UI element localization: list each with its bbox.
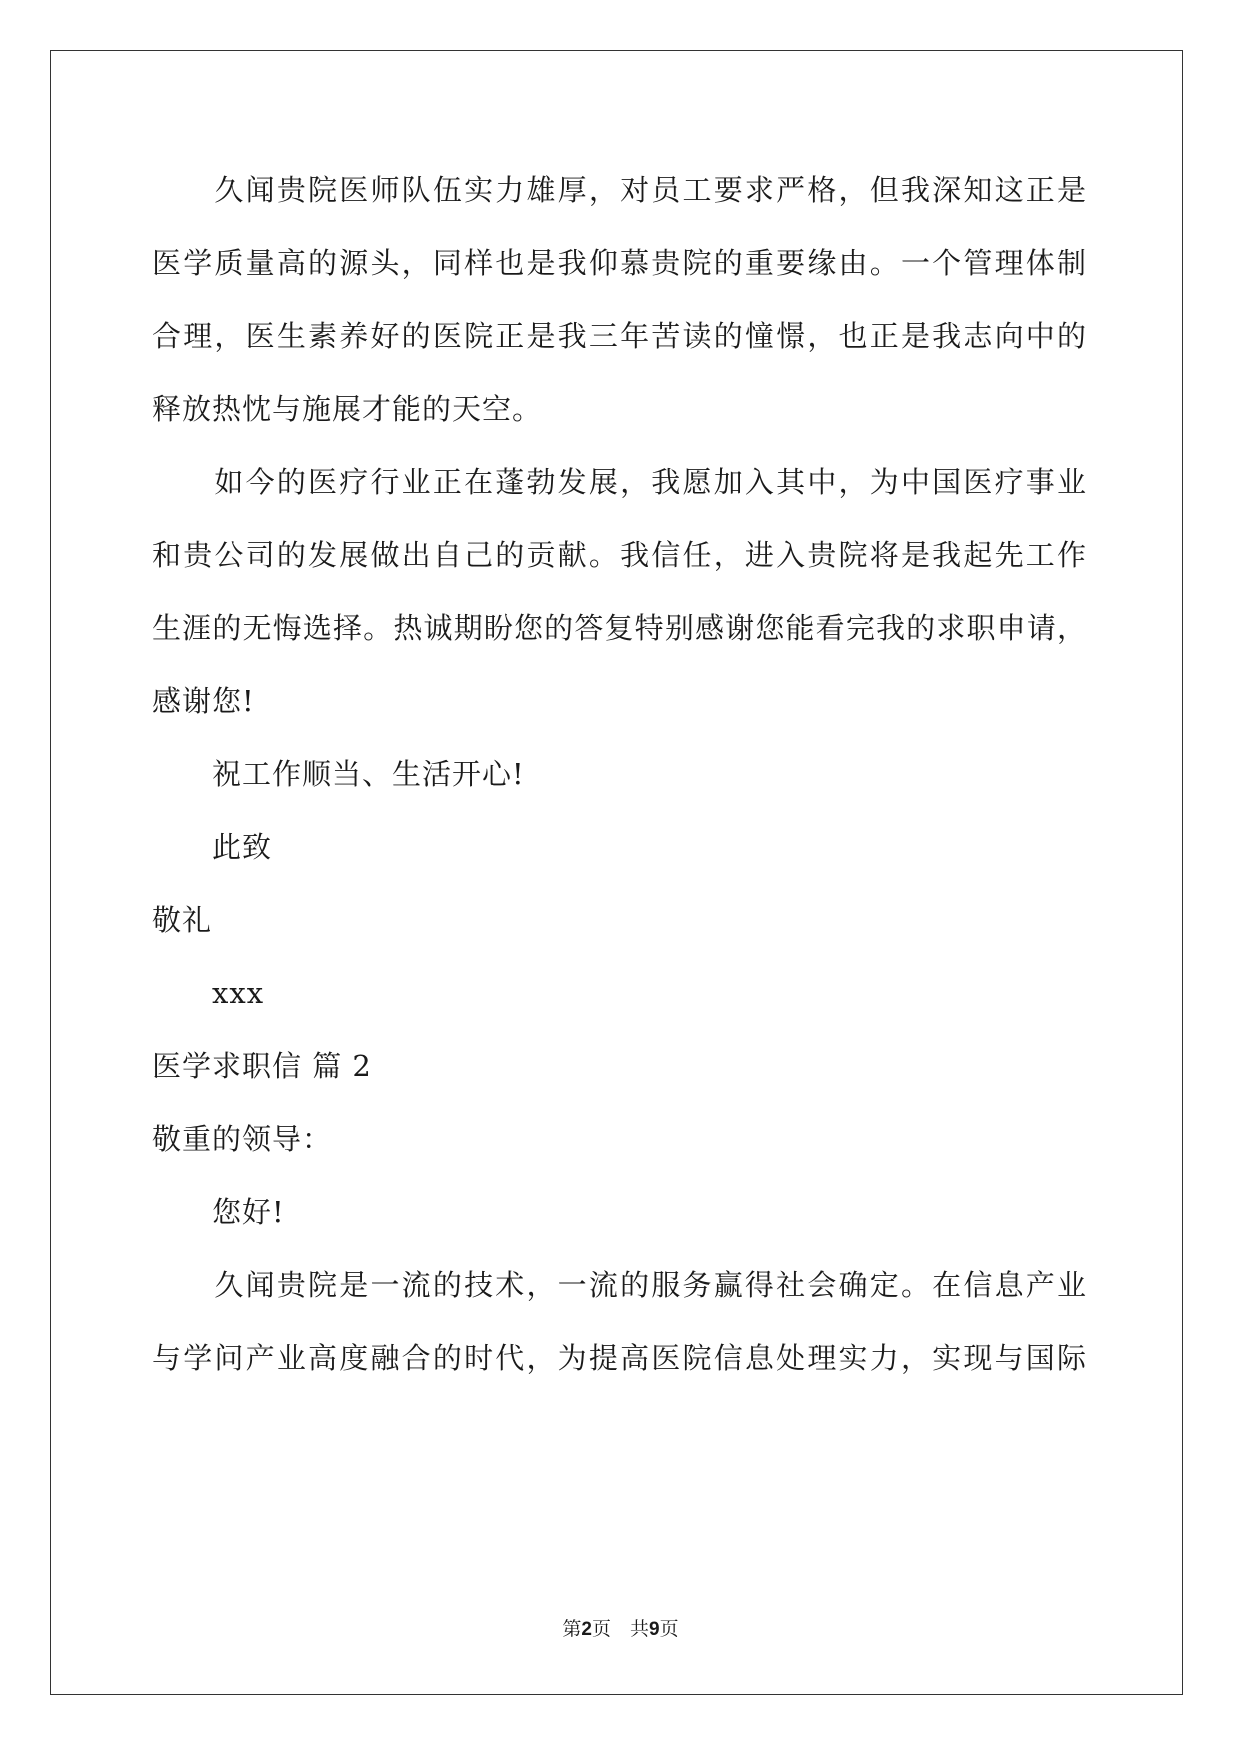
- text-line: 与学问产业高度融合的时代，为提高医院信息处理实力，实现与国际: [152, 1341, 1087, 1375]
- text-line: 医学质量高的源头，同样也是我仰慕贵院的重要缘由。一个管理体制: [152, 246, 1087, 280]
- text-line: 敬礼: [152, 903, 213, 937]
- text-line: 如今的医疗行业正在蓬勃发展，我愿加入其中，为中国医疗事业: [152, 465, 1087, 499]
- text-line: 释放热忱与施展才能的天空。: [152, 392, 543, 426]
- text-line: 和贵公司的发展做出自己的贡献。我信任，进入贵院将是我起先工作: [152, 538, 1087, 572]
- text-line: 祝工作顺当、生活开心!: [152, 757, 525, 791]
- text-line: 久闻贵院是一流的技术，一流的服务赢得社会确定。在信息产业: [152, 1268, 1087, 1302]
- section-heading: 医学求职信 篇 2: [152, 1049, 372, 1083]
- page-border: [50, 50, 1183, 1695]
- text-line: 久闻贵院医师队伍实力雄厚，对员工要求严格，但我深知这正是: [152, 173, 1087, 207]
- text-line: 敬重的领导：: [152, 1122, 333, 1156]
- footer-prefix: 第: [562, 1618, 582, 1640]
- page-current-number: 2: [581, 1619, 592, 1640]
- text-line: 您好!: [152, 1195, 285, 1229]
- footer-mid: 页 共: [591, 1618, 649, 1640]
- text-line: 生涯的无悔选择。热诚期盼您的答复特别感谢您能看完我的求职申请，: [152, 611, 1087, 645]
- page-footer: [0, 1617, 1241, 1642]
- text-line: 感谢您!: [152, 684, 255, 718]
- text-line: xxx: [152, 976, 265, 1010]
- page-total-number: 9: [649, 1619, 660, 1640]
- footer-suffix: 页: [659, 1618, 679, 1640]
- text-line: 此致: [152, 830, 273, 864]
- text-line: 合理，医生素养好的医院正是我三年苦读的憧憬，也正是我志向中的: [152, 319, 1087, 353]
